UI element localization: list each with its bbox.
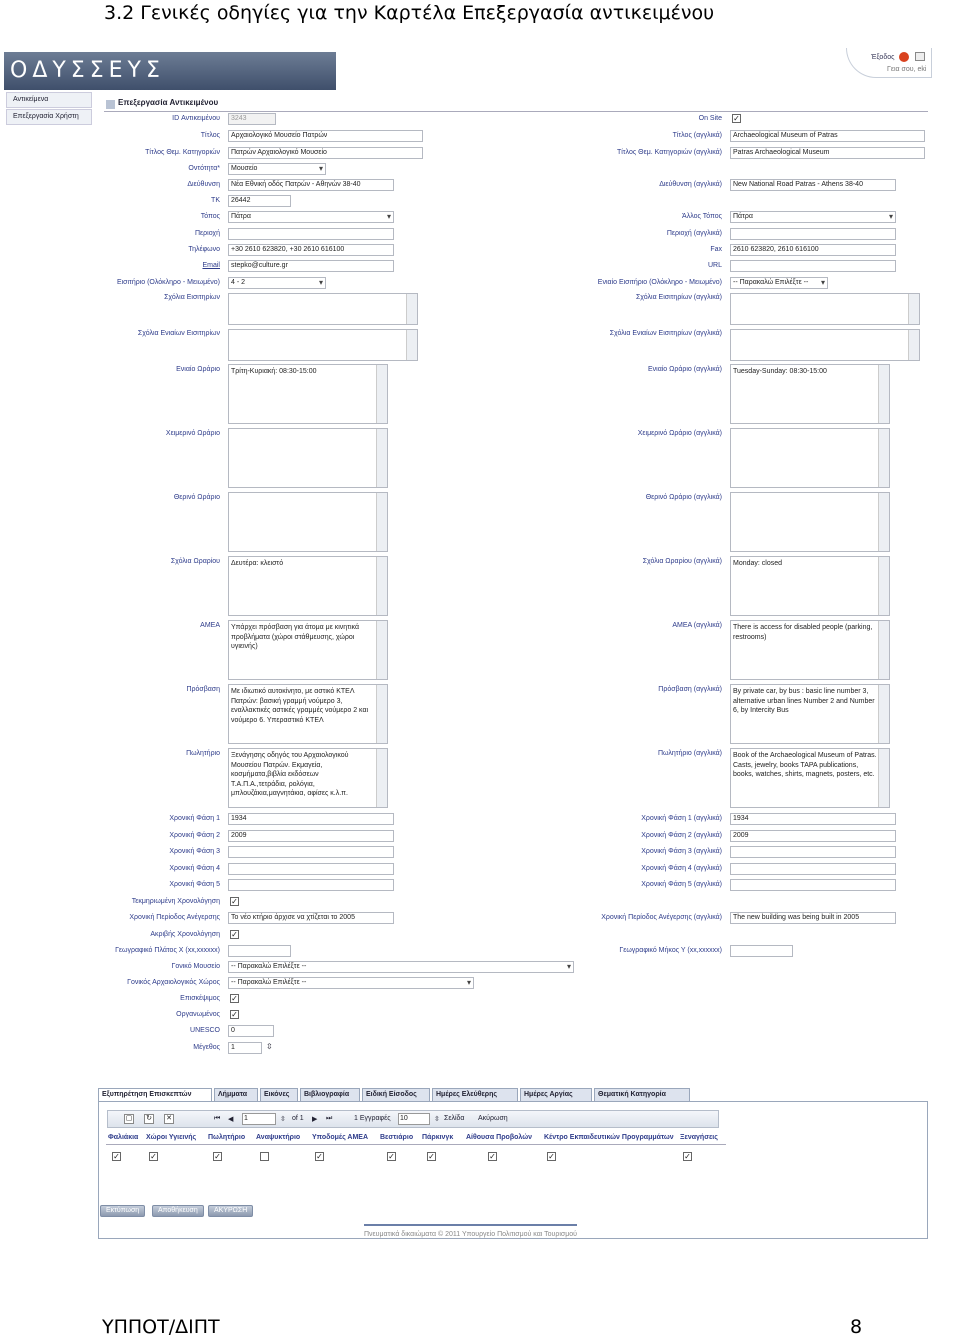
lat-label: Γεωγραφικό Πλάτος Χ (xx,xxxxxx) [115, 947, 220, 954]
entity-label: Οντότητα* [188, 165, 220, 172]
title-en-label: Τίτλος (αγγλικά) [672, 132, 722, 139]
visitable-label: Επισκέψιμος [180, 995, 220, 1002]
access-en-label: Πρόσβαση (αγγλικά) [658, 686, 722, 693]
ticketcomm-label: Σχόλια Εισιτηρίων [164, 294, 220, 301]
col-header-4: Υποδομές ΑΜΕΑ [312, 1134, 369, 1141]
services-panel [98, 1101, 928, 1239]
shop-en-label: Πωλητήριο (αγγλικά) [657, 750, 722, 757]
new-icon[interactable]: ▢ [125, 1115, 133, 1122]
col-header-7: Αίθουσα Προβολών [466, 1134, 532, 1141]
phase5-label: Χρονική Φάση 5 [169, 881, 220, 888]
schedule-en-textarea[interactable]: Tuesday-Sunday: 08:30-15:00 [730, 364, 890, 424]
otherplace-label: Άλλος Τόπος [682, 213, 722, 220]
sidebar-item-edit-user[interactable]: Επεξεργασία Χρήστη [6, 109, 92, 125]
exit-icon[interactable] [899, 52, 909, 62]
region-en-input[interactable] [730, 228, 896, 240]
amea-en-label: ΑΜΕΑ (αγγλικά) [672, 622, 722, 629]
schedcomm-en-textarea[interactable]: Monday: closed [730, 556, 890, 616]
col-header-0: Φαλιάκια [108, 1134, 139, 1141]
col-header-9: Ξεναγήσεις [680, 1134, 718, 1141]
phase2-en-label: Χρονική Φάση 2 (αγγλικά) [641, 832, 722, 839]
region-input[interactable] [228, 228, 394, 240]
region-label: Περιοχή [195, 230, 220, 237]
tab-entries[interactable]: Λήμματα [214, 1088, 258, 1102]
access-en-textarea[interactable]: By private car, by bus : basic line number 3, alternative urban lines Number 2 and Number 6, by Intercity Bus [730, 684, 890, 744]
sidebar [6, 92, 92, 126]
amea-label: ΑΜΕΑ [200, 622, 220, 629]
breadcrumb [104, 98, 928, 112]
grid-divider [106, 1144, 726, 1145]
prev-page-icon[interactable]: ◀ [228, 1116, 234, 1123]
id-label: ID Αντικειμένου [172, 115, 220, 122]
fakedate-checkbox[interactable]: ✓ [231, 897, 238, 906]
phase4-en-input[interactable] [730, 863, 896, 875]
col-header-3: Αναψυκτήριο [256, 1134, 301, 1141]
user-corner [846, 48, 932, 78]
tab-images[interactable]: Εικόνες [260, 1088, 298, 1102]
parentmuseum-label: Γονικό Μουσείο [171, 963, 220, 970]
phone-label: Τηλέφωνο [188, 246, 220, 253]
tab-bibliography[interactable]: Βιβλιογραφία [300, 1088, 360, 1102]
ticketcomm-textarea[interactable] [228, 293, 418, 325]
organized-label: Οργανωμένος [176, 1011, 220, 1018]
region-en-label: Περιοχή (αγγλικά) [666, 230, 722, 237]
grid-checkbox-5[interactable]: ✓ [388, 1152, 395, 1161]
delete-icon[interactable]: ✕ [164, 1114, 174, 1124]
otherplace-select[interactable]: Πάτρα ▾ [730, 211, 896, 223]
ticket-select[interactable]: 4 - 2 ▾ [228, 277, 326, 289]
document-heading: 3.2 Γενικές οδηγίες για την Καρτέλα Επεξεργασία αντικειμένου [104, 2, 715, 24]
greeting-text: Γεια σου, eki [887, 66, 927, 73]
col-header-2: Πωλητήριο [208, 1134, 246, 1141]
tab-free-days[interactable]: Ημέρες Ελεύθερης [432, 1088, 518, 1102]
grid-checkbox-2[interactable]: ✓ [214, 1152, 221, 1161]
amea-en-textarea[interactable]: There is access for disabled people (parking, restrooms) [730, 620, 890, 680]
col-header-1: Χώροι Υγιεινής [146, 1134, 197, 1141]
shop-textarea[interactable]: Ξενάγησης οδηγός του Αρχαιολογικού Μουσείου Πατρών. Εκμαγεία, κοσμήματα,βιβλία εκδόσεων Τ.Α.Π.Α.,τετράδια, ρολόγια, μπλουζάκια,μαγνητάκια, αφίσες κ.λ.π. [228, 748, 388, 808]
cancel-button[interactable]: ΑΚΥΡΩΣΗ [208, 1205, 253, 1217]
winter-en-textarea[interactable] [730, 428, 890, 488]
construct-input[interactable]: Το νέο κτήριο άρχισε να χτίζεται το 2005 [228, 912, 394, 924]
cattitle-input[interactable]: Πατρών Αρχαιολογικό Μουσείο [228, 147, 423, 159]
uniticket-label: Ενιαίο Εισιτήριο (Ολόκληρο - Μειωμένο) [597, 279, 722, 286]
grid-save-button[interactable]: Σελίδα [444, 1115, 465, 1122]
uniticketcomm-en-textarea[interactable] [730, 329, 920, 361]
phase5-en-input[interactable] [730, 879, 896, 891]
phase3-input[interactable] [228, 846, 394, 858]
sidebar-item-objects[interactable]: Αντικείμενα [6, 92, 92, 108]
tab-thematic-category[interactable]: Θεματική Κατηγορία [594, 1088, 690, 1102]
grid-checkbox-9[interactable]: ✓ [684, 1152, 691, 1161]
phase2-label: Χρονική Φάση 2 [169, 832, 220, 839]
summer-en-label: Θερινό Ωράριο (αγγλικά) [645, 494, 722, 501]
unesco-input[interactable]: 0 [228, 1025, 274, 1037]
phase1-input[interactable]: 1934 [228, 813, 394, 825]
winter-textarea[interactable] [228, 428, 388, 488]
tab-visitor-services[interactable]: Εξυπηρέτηση Επισκεπτών [98, 1088, 212, 1102]
ticket-label: Εισιτήριο (Ολόκληρο - Μειωμένο) [116, 279, 220, 286]
rows-stepper-icon[interactable]: ⇳ [434, 1116, 440, 1123]
page-count: of 1 [292, 1115, 304, 1122]
grid-checkbox-1[interactable]: ✓ [150, 1152, 157, 1161]
schedcomm-en-label: Σχόλια Ωραρίου (αγγλικά) [642, 558, 722, 565]
tk-input[interactable]: 26442 [228, 195, 291, 207]
summer-textarea[interactable] [228, 492, 388, 552]
parentsite-label: Γονικός Αρχαιολογικός Χώρος [127, 979, 220, 986]
records-count: 1 Εγγραφές [354, 1115, 391, 1122]
phase4-input[interactable] [228, 863, 394, 875]
tk-label: ΤΚ [211, 197, 220, 204]
grid-checkbox-4[interactable]: ✓ [316, 1152, 323, 1161]
cattitle-label: Τίτλος Θεμ. Κατηγοριών [145, 149, 220, 156]
size-stepper-icon[interactable]: ⇳ [266, 1042, 273, 1051]
shop-en-textarea[interactable]: Book of the Archaeological Museum of Patras. Casts, jewelry, books TAPA publications, books, watches, shirts, magnets, posters, etc. [730, 748, 890, 808]
access-textarea[interactable]: Με ιδιωτικό αυτοκίνητο, με αστικό ΚΤΕΛ Πατρών: βασική γραμμή νούμερο 3, εναλλακτικές αστικές γραμμές νούμερο 2 και νούμερο 6. Υπεραστικό ΚΤΕΛ [228, 684, 388, 744]
phase4-en-label: Χρονική Φάση 4 (αγγλικά) [641, 865, 722, 872]
app-screenshot [4, 48, 932, 1248]
odysseus-logo: ΟΔΥΣΣΕΥΣ [4, 52, 336, 90]
address-en-input[interactable]: New National Road Patras - Athens 38-40 [730, 179, 896, 191]
col-header-5: Βεστιάριο [380, 1134, 414, 1141]
phase4-label: Χρονική Φάση 4 [169, 865, 220, 872]
email-input[interactable]: stepko@culture.gr [228, 260, 394, 272]
col-header-8: Κέντρο Εκπαιδευτικών Προγραμμάτων [544, 1134, 674, 1141]
title-en-input[interactable]: Archaeological Museum of Patras [730, 130, 925, 142]
address-en-label: Διεύθυνση (αγγλικά) [659, 181, 722, 188]
url-input[interactable] [730, 260, 896, 272]
uniticket-select[interactable]: -- Παρακαλώ Επιλέξτε -- ▾ [730, 277, 828, 289]
title-input[interactable]: Αρχαιολογικό Μουσείο Πατρών [228, 130, 423, 142]
last-page-icon[interactable]: ⏭ [326, 1115, 333, 1122]
page-number: 8 [850, 1316, 863, 1338]
schedcomm-textarea[interactable]: Δευτέρα: κλειστό [228, 556, 388, 616]
phase3-en-input[interactable] [730, 846, 896, 858]
summer-en-textarea[interactable] [730, 492, 890, 552]
next-page-icon[interactable]: ▶ [312, 1116, 318, 1123]
amea-textarea[interactable]: Υπάρχει πρόσβαση για άτομα με κινητικά προβλήματα (χώροι στάθμευσης, χώροι υγιεινής) [228, 620, 388, 680]
place-select[interactable]: Πάτρα ▾ [228, 211, 394, 223]
save-button[interactable]: Αποθήκευση [152, 1205, 204, 1217]
grid-checkbox-7[interactable]: ✓ [489, 1152, 496, 1161]
place-label: Τόπος [200, 213, 220, 220]
edit-icon [106, 100, 115, 109]
page-footer: ΥΠΠΟΤ/ΔΙΠΤ [102, 1316, 220, 1338]
winter-label: Χειμερινό Ωράριο [165, 430, 220, 437]
phone-input[interactable]: +30 2610 623820, +30 2610 616100 [228, 244, 394, 256]
phase5-input[interactable] [228, 879, 394, 891]
lon-label: Γεωγραφικό Μήκος Υ (xx,xxxxxx) [619, 947, 722, 954]
print-button[interactable]: Εκτύπωση [100, 1205, 145, 1217]
lat-input[interactable] [228, 945, 291, 957]
unesco-label: UNESCO [190, 1027, 220, 1034]
phase2-input[interactable]: 2009 [228, 830, 394, 842]
parentsite-select[interactable]: -- Παρακαλώ Επιλέξτε -- ▾ [228, 977, 474, 989]
tab-special-entry[interactable]: Ειδική Είσοδος [362, 1088, 430, 1102]
grid-checkbox-3[interactable] [260, 1152, 269, 1161]
phase5-en-label: Χρονική Φάση 5 (αγγλικά) [641, 881, 722, 888]
phase3-label: Χρονική Φάση 3 [169, 848, 220, 855]
phase1-label: Χρονική Φάση 1 [169, 815, 220, 822]
grid-checkbox-8[interactable]: ✓ [548, 1152, 555, 1161]
refresh-icon[interactable]: ↻ [144, 1114, 154, 1124]
construct-en-label: Χρονική Περίοδος Ανέγερσης (αγγλικά) [601, 914, 722, 921]
grid-checkbox-0[interactable]: ✓ [113, 1152, 120, 1161]
access-label: Πρόσβαση [186, 686, 220, 693]
phase1-en-input[interactable]: 1934 [730, 813, 896, 825]
grid-cancel-button[interactable]: Ακύρωση [478, 1115, 508, 1122]
schedcomm-label: Σχόλια Ωραρίου [170, 558, 220, 565]
address-label: Διεύθυνση [187, 181, 220, 188]
email-label: Email [202, 262, 220, 269]
schedule-en-label: Ενιαίο Ωράριο (αγγλικά) [647, 366, 722, 373]
construct-en-input[interactable]: The new building was being built in 2005 [730, 912, 896, 924]
exactdate-checkbox[interactable]: ✓ [231, 930, 238, 939]
page-input[interactable]: 1 [242, 1113, 276, 1125]
cattitle-en-input[interactable]: Patras Archaeological Museum [730, 147, 925, 159]
uniticketcomm-textarea[interactable] [228, 329, 418, 361]
grid-checkbox-6[interactable]: ✓ [428, 1152, 435, 1161]
phase1-en-label: Χρονική Φάση 1 (αγγλικά) [641, 815, 722, 822]
ticketcomm-en-textarea[interactable] [730, 293, 920, 325]
schedule-textarea[interactable]: Τρίτη-Κυριακή: 08:30-15:00 [228, 364, 388, 424]
address-input[interactable]: Νέα Εθνική οδός Πατρών - Αθηνών 38-40 [228, 179, 394, 191]
phase2-en-input[interactable]: 2009 [730, 830, 896, 842]
size-input[interactable]: 1 [228, 1042, 262, 1054]
parentmuseum-select[interactable]: -- Παρακαλώ Επιλέξτε -- ▾ [228, 961, 574, 973]
rows-input[interactable]: 10 [398, 1113, 430, 1125]
tab-holidays[interactable]: Ημέρες Αργίας [520, 1088, 592, 1102]
fax-label: Fax [710, 246, 722, 253]
exactdate-label: Ακριβής Χρονολόγηση [150, 931, 220, 938]
print-icon[interactable] [915, 52, 925, 61]
ticketcomm-en-label: Σχόλια Εισιτηρίων (αγγλικά) [635, 294, 722, 301]
organized-checkbox[interactable]: ✓ [231, 1010, 238, 1019]
fakedate-label: Τεκμηριωμένη Χρονολόγηση [131, 898, 220, 905]
copyright-footer: Πνευματικά δικαιώματα © 2011 Υπουργείο Πολιτισμού και Τουρισμού [364, 1224, 577, 1238]
title-label: Τίτλος [200, 132, 220, 139]
tab-strip [98, 1088, 698, 1102]
col-header-6: Πάρκινγκ [422, 1134, 454, 1141]
url-label: URL [707, 262, 722, 269]
cattitle-en-label: Τίτλος Θεμ. Κατηγοριών (αγγλικά) [616, 149, 722, 156]
onsite-checkbox[interactable]: ✓ [733, 114, 740, 123]
shop-label: Πωλητήριο [186, 750, 220, 757]
phase3-en-label: Χρονική Φάση 3 (αγγλικά) [641, 848, 722, 855]
construct-label: Χρονική Περίοδος Ανέγερσης [129, 914, 220, 921]
winter-en-label: Χειμερινό Ωράριο (αγγλικά) [637, 430, 722, 437]
breadcrumb-title: Επεξεργασία Αντικειμένου [118, 98, 219, 107]
grid-toolbar [107, 1110, 719, 1128]
id-input[interactable]: 3243 [228, 113, 276, 125]
schedule-label: Ενιαίο Ωράριο [176, 366, 220, 373]
size-label: Μέγεθος [193, 1044, 220, 1051]
onsite-label: On Site [698, 115, 722, 122]
page-stepper-icon[interactable]: ⇳ [280, 1116, 286, 1123]
uniticketcomm-en-label: Σχόλια Ενιαίων Εισιτηρίων (αγγλικά) [609, 330, 722, 337]
visitable-checkbox[interactable]: ✓ [231, 994, 238, 1003]
lon-input[interactable] [730, 945, 793, 957]
exit-link[interactable]: Έξοδος [871, 54, 895, 61]
summer-label: Θερινό Ωράριο [173, 494, 220, 501]
entity-select[interactable]: Μουσείο ▾ [228, 163, 326, 175]
fax-input[interactable]: 2610 623820, 2610 616100 [730, 244, 896, 256]
uniticketcomm-label: Σχόλια Ενιαίων Εισιτηρίων [137, 330, 220, 337]
first-page-icon[interactable]: ⏮ [214, 1115, 221, 1122]
